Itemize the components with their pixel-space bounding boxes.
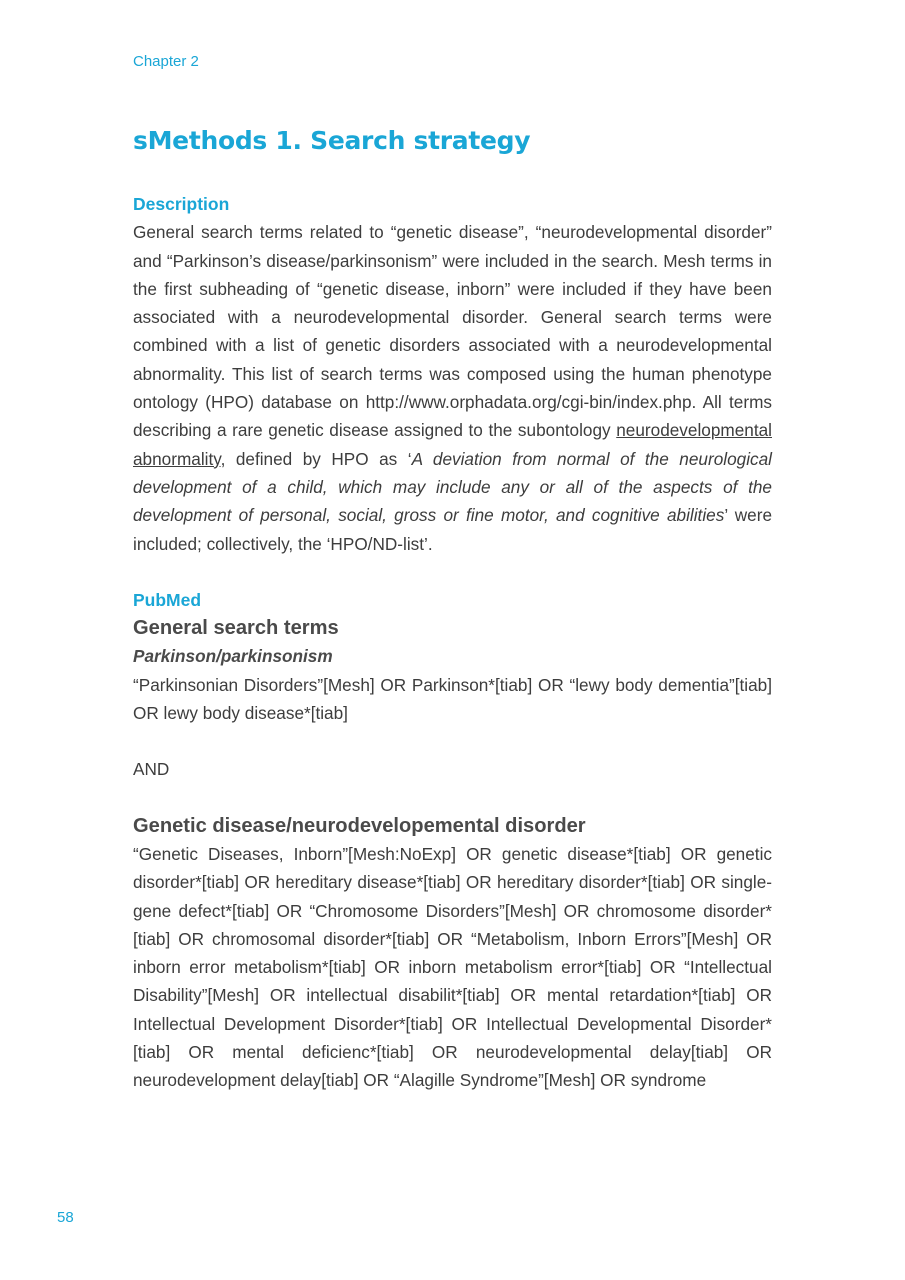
genetic-disease-heading: Genetic disease/neurodevelopemental disorder xyxy=(133,814,586,837)
genetic-disease-terms: “Genetic Diseases, Inborn”[Mesh:NoExp] OR genetic disease*[tiab] OR genetic disorder*[tiab] OR hereditary disease*[tiab] OR hereditary disorder*[tiab] OR single-gene defect*[tiab] OR “Chromosome Disorders”[Mesh] OR chromosome disorder*[tiab] OR chromosomal disorder*[tiab] OR “Metabolism, Inborn Errors”[Mesh] OR inborn error metabolism*[tiab] OR inborn metabolism error*[tiab] OR “Intellectual Disability”[Mesh] OR intellectual disabilit*[tiab] OR mental retardation*[tiab] OR Intellectual Development Disorder*[tiab] OR Intellectual Developmental Disorder*[tiab] OR mental deficienc*[tiab] OR neurodevelopmental delay[tiab] OR neurodevelopment delay[tiab] OR “Alagille Syndrome”[Mesh] OR syndrome xyxy=(133,843,772,1091)
parkinson-terms: “Parkinsonian Disorders”[Mesh] OR Parkinson*[tiab] OR “lewy body dementia”[tiab] OR lewy body disease*[tiab] xyxy=(133,674,772,724)
description-text-1: General search terms related to “genetic disease”, “neurodevelopmental disorder” and “Parkinson’s disease/parkinsonism” were included in the search. Mesh terms in the first subheading of “genetic disease, inborn” were included if they have been associated with a neurodevelopmental disorder. General search terms were combined with a list of genetic disorders associated with a neurodevelopmental abnormality. This list of search terms was composed using the human phenotype ontology (HPO) database on http://www.orphadata.org/cgi-bin/index.php. All terms describing a rare genetic disease assigned to the subontology xyxy=(133,222,772,441)
page-title: sMethods 1. Search strategy xyxy=(133,126,531,155)
description-paragraph xyxy=(133,218,772,558)
description-text-2: , defined by HPO as ‘ xyxy=(220,448,412,469)
main-content xyxy=(133,190,772,1095)
subontology-link: neurodevelopmental abnormality xyxy=(133,420,772,469)
description-text-3: ’ were included; collectively, the ‘HPO/ND-list’. xyxy=(133,505,772,554)
and-operator: AND xyxy=(133,759,170,780)
spacer xyxy=(133,727,772,755)
pubmed-heading: PubMed xyxy=(133,589,202,610)
spacer xyxy=(133,784,772,812)
spacer xyxy=(133,558,772,586)
description-heading: Description xyxy=(133,194,230,214)
general-search-terms-heading: General search terms xyxy=(133,617,339,640)
chapter-label: Chapter 2 xyxy=(133,53,199,70)
page-number: 58 xyxy=(57,1209,74,1226)
hpo-definition-quote: A deviation from normal of the neurological development of a child, which may include any or all of the aspects of the development of personal, social, gross or fine motor, and cognitive abilities xyxy=(133,448,772,526)
parkinson-heading: Parkinson/parkinsonism xyxy=(133,646,333,667)
